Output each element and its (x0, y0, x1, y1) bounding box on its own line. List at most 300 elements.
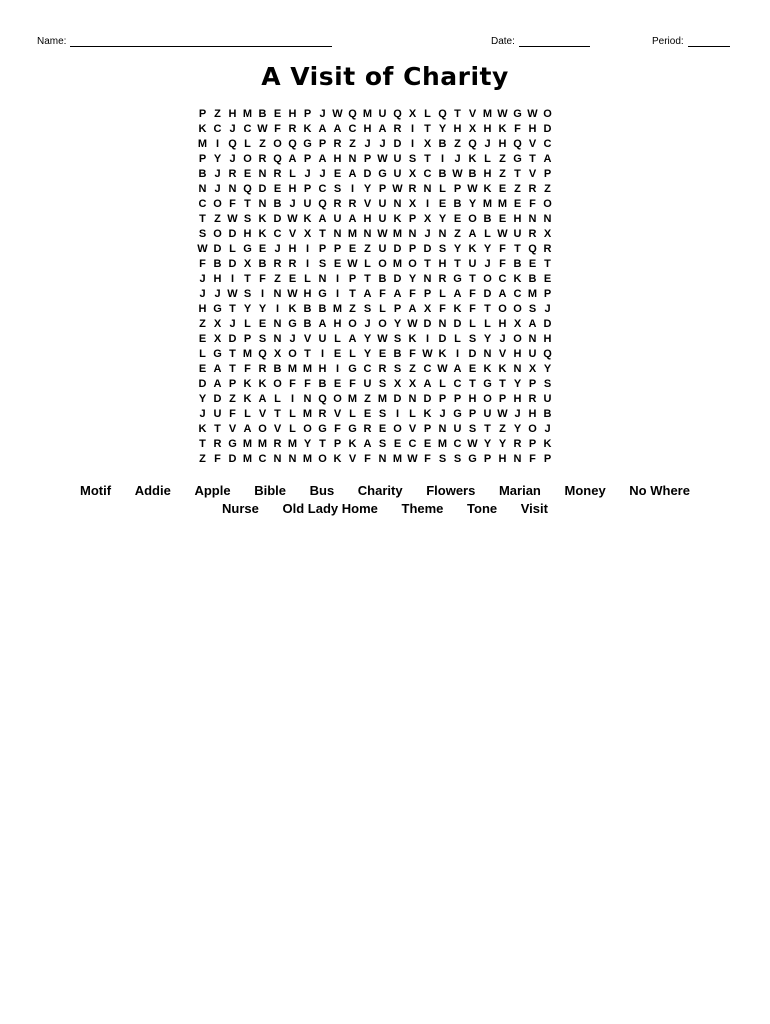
grid-letter[interactable]: L (289, 408, 296, 420)
grid-letter[interactable]: Z (349, 303, 356, 315)
grid-letter[interactable]: M (347, 393, 358, 405)
period-blank-line[interactable] (688, 36, 730, 47)
grid-letter[interactable]: K (483, 363, 492, 375)
grid-letter[interactable]: Z (259, 138, 266, 150)
grid-letter[interactable]: M (482, 108, 493, 120)
grid-letter[interactable]: Z (214, 108, 221, 120)
grid-letter[interactable]: J (319, 168, 326, 180)
grid-letter[interactable]: P (408, 243, 417, 255)
grid-letter[interactable]: N (423, 183, 432, 195)
grid-letter[interactable]: N (438, 423, 447, 435)
grid-letter[interactable]: B (468, 168, 477, 180)
grid-letter[interactable]: X (513, 318, 522, 330)
grid-letter[interactable]: A (288, 153, 297, 165)
grid-letter[interactable]: L (409, 408, 416, 420)
grid-letter[interactable]: K (543, 438, 552, 450)
grid-letter[interactable]: P (318, 138, 327, 150)
grid-letter[interactable]: R (288, 258, 297, 270)
grid-letter[interactable]: A (378, 123, 387, 135)
grid-letter[interactable]: F (439, 303, 446, 315)
grid-letter[interactable]: N (258, 198, 267, 210)
grid-letter[interactable]: C (198, 198, 207, 210)
grid-letter[interactable]: E (453, 213, 462, 225)
grid-letter[interactable]: Y (483, 243, 492, 255)
grid-letter[interactable]: Z (409, 363, 416, 375)
grid-letter[interactable]: M (497, 198, 508, 210)
grid-letter[interactable]: M (362, 108, 373, 120)
grid-letter[interactable]: W (197, 243, 208, 255)
grid-letter[interactable]: Z (349, 138, 356, 150)
grid-letter[interactable]: F (199, 258, 206, 270)
grid-letter[interactable]: N (273, 333, 282, 345)
grid-letter[interactable]: H (528, 408, 537, 420)
grid-letter[interactable]: H (513, 393, 522, 405)
grid-letter[interactable]: G (378, 168, 387, 180)
grid-letter[interactable]: Y (498, 438, 507, 450)
grid-letter[interactable]: A (363, 288, 372, 300)
grid-letter[interactable]: D (423, 318, 432, 330)
grid-letter[interactable]: G (318, 288, 327, 300)
grid-letter[interactable]: B (273, 363, 282, 375)
grid-letter[interactable]: T (229, 303, 236, 315)
grid-letter[interactable]: Z (499, 423, 506, 435)
grid-letter[interactable]: S (243, 213, 252, 225)
grid-letter[interactable]: P (228, 378, 237, 390)
grid-letter[interactable]: L (424, 108, 431, 120)
grid-letter[interactable]: O (513, 303, 522, 315)
grid-letter[interactable]: D (228, 333, 237, 345)
grid-letter[interactable]: D (423, 243, 432, 255)
grid-letter[interactable]: T (319, 228, 326, 240)
grid-letter[interactable]: R (228, 168, 237, 180)
grid-letter[interactable]: I (410, 123, 415, 135)
grid-letter[interactable]: A (213, 363, 222, 375)
grid-letter[interactable]: I (230, 273, 235, 285)
grid-letter[interactable]: S (453, 453, 462, 465)
grid-letter[interactable]: N (438, 318, 447, 330)
grid-letter[interactable]: Y (438, 123, 447, 135)
grid-letter[interactable]: O (498, 303, 507, 315)
grid-letter[interactable]: S (438, 453, 447, 465)
grid-letter[interactable]: W (437, 363, 448, 375)
grid-letter[interactable]: I (350, 183, 355, 195)
grid-letter[interactable]: L (199, 348, 206, 360)
grid-letter[interactable]: B (213, 258, 222, 270)
grid-letter[interactable]: Z (499, 168, 506, 180)
grid-letter[interactable]: S (198, 228, 207, 240)
grid-letter[interactable]: B (378, 273, 387, 285)
grid-letter[interactable]: R (393, 123, 402, 135)
grid-letter[interactable]: L (484, 228, 491, 240)
grid-letter[interactable]: V (288, 228, 297, 240)
grid-letter[interactable]: X (423, 138, 432, 150)
grid-letter[interactable]: P (438, 393, 447, 405)
grid-letter[interactable]: X (408, 108, 417, 120)
grid-letter[interactable]: B (438, 168, 447, 180)
grid-letter[interactable]: S (378, 438, 387, 450)
grid-letter[interactable]: A (243, 423, 252, 435)
grid-letter[interactable]: M (392, 258, 403, 270)
grid-letter[interactable]: M (347, 228, 358, 240)
grid-letter[interactable]: E (543, 273, 552, 285)
grid-letter[interactable]: W (377, 333, 388, 345)
grid-letter[interactable]: G (243, 243, 252, 255)
grid-letter[interactable]: R (258, 363, 267, 375)
grid-letter[interactable]: B (303, 318, 312, 330)
grid-letter[interactable]: E (363, 408, 372, 420)
grid-letter[interactable]: N (528, 333, 537, 345)
grid-letter[interactable]: R (513, 438, 522, 450)
grid-letter[interactable]: N (273, 288, 282, 300)
grid-letter[interactable]: B (258, 258, 267, 270)
grid-letter[interactable]: D (213, 243, 222, 255)
grid-letter[interactable]: M (287, 438, 298, 450)
grid-letter[interactable]: A (543, 153, 552, 165)
grid-letter[interactable]: K (348, 438, 357, 450)
grid-letter[interactable]: E (498, 213, 507, 225)
grid-letter[interactable]: T (514, 243, 521, 255)
grid-letter[interactable]: J (484, 138, 491, 150)
grid-letter[interactable]: J (454, 153, 461, 165)
grid-letter[interactable]: K (288, 303, 297, 315)
grid-letter[interactable]: F (514, 123, 521, 135)
grid-letter[interactable]: Y (393, 318, 402, 330)
grid-letter[interactable]: K (498, 363, 507, 375)
grid-letter[interactable]: X (468, 123, 477, 135)
grid-letter[interactable]: L (484, 318, 491, 330)
grid-letter[interactable]: U (363, 378, 372, 390)
grid-letter[interactable]: Z (499, 153, 506, 165)
grid-letter[interactable]: D (228, 228, 237, 240)
grid-letter[interactable]: Q (258, 348, 267, 360)
grid-letter[interactable]: T (454, 258, 461, 270)
grid-letter[interactable]: G (513, 153, 522, 165)
grid-letter[interactable]: Z (199, 318, 206, 330)
grid-letter[interactable]: T (214, 423, 221, 435)
grid-letter[interactable]: U (468, 258, 477, 270)
grid-letter[interactable]: M (242, 453, 253, 465)
grid-letter[interactable]: G (213, 348, 222, 360)
grid-letter[interactable]: K (483, 183, 492, 195)
grid-letter[interactable]: J (289, 333, 296, 345)
grid-letter[interactable]: X (423, 213, 432, 225)
grid-letter[interactable]: S (468, 423, 477, 435)
grid-letter[interactable]: M (302, 453, 313, 465)
grid-letter[interactable]: R (333, 198, 342, 210)
grid-letter[interactable]: D (438, 333, 447, 345)
grid-letter[interactable]: A (348, 213, 357, 225)
grid-letter[interactable]: W (287, 288, 298, 300)
grid-letter[interactable]: U (333, 213, 342, 225)
grid-letter[interactable]: E (348, 243, 357, 255)
grid-letter[interactable]: L (244, 408, 251, 420)
grid-letter[interactable]: C (453, 378, 462, 390)
grid-letter[interactable]: N (408, 228, 417, 240)
grid-letter[interactable]: M (527, 288, 538, 300)
grid-letter[interactable]: A (423, 378, 432, 390)
grid-letter[interactable]: M (242, 348, 253, 360)
grid-letter[interactable]: N (288, 453, 297, 465)
grid-letter[interactable]: S (543, 378, 552, 390)
grid-letter[interactable]: E (378, 348, 387, 360)
grid-letter[interactable]: J (424, 228, 431, 240)
grid-letter[interactable]: B (258, 108, 267, 120)
grid-letter[interactable]: R (258, 153, 267, 165)
grid-letter[interactable]: P (498, 393, 507, 405)
grid-letter[interactable]: W (377, 153, 388, 165)
grid-letter[interactable]: B (528, 273, 537, 285)
grid-letter[interactable]: I (275, 303, 280, 315)
grid-letter[interactable]: L (244, 318, 251, 330)
grid-letter[interactable]: M (242, 108, 253, 120)
grid-letter[interactable]: V (363, 198, 372, 210)
grid-letter[interactable]: N (483, 348, 492, 360)
grid-letter[interactable]: R (543, 243, 552, 255)
grid-letter[interactable]: V (228, 423, 237, 435)
grid-letter[interactable]: T (349, 288, 356, 300)
grid-letter[interactable]: F (349, 378, 356, 390)
grid-letter[interactable]: A (363, 438, 372, 450)
grid-letter[interactable]: E (423, 438, 432, 450)
grid-letter[interactable]: P (543, 453, 552, 465)
grid-letter[interactable]: L (334, 333, 341, 345)
grid-letter[interactable]: E (333, 348, 342, 360)
grid-letter[interactable]: O (213, 198, 222, 210)
grid-letter[interactable]: Q (543, 348, 552, 360)
grid-letter[interactable]: C (498, 273, 507, 285)
grid-letter[interactable]: G (513, 108, 522, 120)
grid-letter[interactable]: Z (514, 183, 521, 195)
grid-letter[interactable]: F (229, 408, 236, 420)
grid-letter[interactable]: K (423, 408, 432, 420)
grid-letter[interactable]: H (453, 123, 462, 135)
grid-letter[interactable]: O (408, 258, 417, 270)
grid-letter[interactable]: J (289, 198, 296, 210)
grid-letter[interactable]: F (259, 273, 266, 285)
grid-letter[interactable]: N (393, 198, 402, 210)
grid-letter[interactable]: Y (243, 303, 252, 315)
grid-letter[interactable]: S (438, 243, 447, 255)
grid-letter[interactable]: I (215, 138, 220, 150)
grid-letter[interactable]: B (438, 138, 447, 150)
grid-letter[interactable]: Z (229, 393, 236, 405)
grid-letter[interactable]: N (408, 393, 417, 405)
grid-letter[interactable]: X (423, 303, 432, 315)
grid-letter[interactable]: H (213, 273, 222, 285)
grid-letter[interactable]: T (229, 363, 236, 375)
grid-letter[interactable]: Z (199, 453, 206, 465)
grid-letter[interactable]: I (305, 258, 310, 270)
grid-letter[interactable]: F (499, 243, 506, 255)
grid-letter[interactable]: F (289, 378, 296, 390)
grid-letter[interactable]: N (513, 453, 522, 465)
grid-letter[interactable]: X (528, 363, 537, 375)
grid-letter[interactable]: T (364, 273, 371, 285)
grid-letter[interactable]: F (274, 123, 281, 135)
grid-letter[interactable]: P (408, 213, 417, 225)
grid-letter[interactable]: F (244, 363, 251, 375)
grid-letter[interactable]: P (348, 273, 357, 285)
grid-letter[interactable]: Y (453, 243, 462, 255)
grid-letter[interactable]: Z (274, 273, 281, 285)
grid-letter[interactable]: O (273, 138, 282, 150)
grid-letter[interactable]: J (229, 318, 236, 330)
grid-letter[interactable]: K (468, 243, 477, 255)
grid-letter[interactable]: Y (513, 378, 522, 390)
grid-letter[interactable]: H (438, 258, 447, 270)
grid-letter[interactable]: M (242, 438, 253, 450)
grid-letter[interactable]: T (514, 168, 521, 180)
grid-letter[interactable]: O (318, 453, 327, 465)
grid-letter[interactable]: K (198, 123, 207, 135)
grid-letter[interactable]: C (363, 363, 372, 375)
grid-letter[interactable]: X (243, 258, 252, 270)
grid-letter[interactable]: E (498, 183, 507, 195)
grid-letter[interactable]: N (528, 213, 537, 225)
grid-letter[interactable]: E (438, 198, 447, 210)
grid-letter[interactable]: W (527, 108, 538, 120)
grid-letter[interactable]: J (214, 288, 221, 300)
grid-letter[interactable]: I (440, 153, 445, 165)
grid-letter[interactable]: K (243, 393, 252, 405)
grid-letter[interactable]: G (303, 138, 312, 150)
grid-letter[interactable]: P (303, 153, 312, 165)
grid-letter[interactable]: O (543, 198, 552, 210)
grid-letter[interactable]: W (497, 408, 508, 420)
grid-letter[interactable]: Q (318, 198, 327, 210)
grid-letter[interactable]: L (304, 273, 311, 285)
grid-letter[interactable]: A (318, 318, 327, 330)
grid-letter[interactable]: C (213, 123, 222, 135)
grid-letter[interactable]: V (273, 423, 282, 435)
grid-letter[interactable]: M (257, 438, 268, 450)
grid-letter[interactable]: P (453, 393, 462, 405)
grid-letter[interactable]: U (378, 198, 387, 210)
grid-letter[interactable]: F (214, 453, 221, 465)
grid-letter[interactable]: M (377, 393, 388, 405)
grid-letter[interactable]: Q (273, 153, 282, 165)
grid-letter[interactable]: W (497, 108, 508, 120)
grid-letter[interactable]: O (303, 423, 312, 435)
grid-letter[interactable]: E (258, 318, 267, 330)
grid-letter[interactable]: V (498, 348, 507, 360)
grid-letter[interactable]: O (333, 393, 342, 405)
grid-letter[interactable]: L (379, 303, 386, 315)
grid-letter[interactable]: O (483, 393, 492, 405)
grid-letter[interactable]: H (498, 453, 507, 465)
grid-letter[interactable]: O (378, 318, 387, 330)
grid-letter[interactable]: J (364, 138, 371, 150)
grid-letter[interactable]: X (408, 168, 417, 180)
grid-letter[interactable]: H (288, 243, 297, 255)
grid-letter[interactable]: H (543, 333, 552, 345)
grid-letter[interactable]: L (484, 153, 491, 165)
grid-letter[interactable]: J (199, 288, 206, 300)
grid-letter[interactable]: R (528, 393, 537, 405)
grid-letter[interactable]: R (528, 228, 537, 240)
grid-letter[interactable]: B (393, 348, 402, 360)
grid-letter[interactable]: P (543, 288, 552, 300)
grid-letter[interactable]: P (198, 153, 207, 165)
grid-letter[interactable]: K (258, 378, 267, 390)
grid-letter[interactable]: T (499, 378, 506, 390)
grid-letter[interactable]: Y (198, 393, 207, 405)
grid-letter[interactable]: L (349, 408, 356, 420)
grid-letter[interactable]: I (335, 288, 340, 300)
grid-letter[interactable]: S (333, 183, 342, 195)
grid-letter[interactable]: O (393, 423, 402, 435)
grid-letter[interactable]: P (363, 153, 372, 165)
grid-letter[interactable]: T (274, 408, 281, 420)
grid-letter[interactable]: P (318, 243, 327, 255)
grid-letter[interactable]: K (258, 213, 267, 225)
grid-letter[interactable]: J (214, 183, 221, 195)
grid-letter[interactable]: Z (454, 138, 461, 150)
grid-letter[interactable]: P (528, 378, 537, 390)
grid-letter[interactable]: P (378, 183, 387, 195)
grid-letter[interactable]: Q (228, 138, 237, 150)
grid-letter[interactable]: D (363, 168, 372, 180)
grid-letter[interactable]: K (303, 213, 312, 225)
grid-letter[interactable]: Y (513, 423, 522, 435)
grid-letter[interactable]: M (392, 453, 403, 465)
grid-letter[interactable]: O (258, 423, 267, 435)
grid-letter[interactable]: A (408, 303, 417, 315)
grid-letter[interactable]: T (484, 423, 491, 435)
grid-letter[interactable]: Z (364, 393, 371, 405)
grid-letter[interactable]: K (438, 348, 447, 360)
grid-letter[interactable]: J (379, 138, 386, 150)
grid-letter[interactable]: T (319, 438, 326, 450)
grid-letter[interactable]: E (468, 363, 477, 375)
grid-letter[interactable]: N (198, 183, 207, 195)
grid-letter[interactable]: D (393, 393, 402, 405)
grid-letter[interactable]: U (513, 228, 522, 240)
grid-letter[interactable]: G (318, 423, 327, 435)
grid-letter[interactable]: E (333, 168, 342, 180)
grid-letter[interactable]: X (543, 228, 552, 240)
grid-letter[interactable]: D (543, 318, 552, 330)
grid-letter[interactable]: Z (544, 183, 551, 195)
grid-letter[interactable]: J (229, 123, 236, 135)
grid-letter[interactable]: Y (468, 198, 477, 210)
grid-letter[interactable]: W (332, 108, 343, 120)
grid-letter[interactable]: F (364, 453, 371, 465)
grid-letter[interactable]: S (468, 333, 477, 345)
grid-letter[interactable]: C (243, 123, 252, 135)
grid-letter[interactable]: S (408, 153, 417, 165)
grid-letter[interactable]: X (273, 348, 282, 360)
grid-letter[interactable]: F (529, 198, 536, 210)
grid-letter[interactable]: J (364, 318, 371, 330)
grid-letter[interactable]: A (528, 318, 537, 330)
grid-letter[interactable]: H (498, 138, 507, 150)
grid-letter[interactable]: B (273, 198, 282, 210)
grid-letter[interactable]: M (332, 303, 343, 315)
grid-letter[interactable]: L (274, 393, 281, 405)
grid-letter[interactable]: N (378, 453, 387, 465)
grid-letter[interactable]: C (423, 168, 432, 180)
grid-letter[interactable]: S (393, 333, 402, 345)
grid-letter[interactable]: H (198, 303, 207, 315)
grid-letter[interactable]: D (543, 123, 552, 135)
grid-letter[interactable]: G (213, 303, 222, 315)
grid-letter[interactable]: N (273, 318, 282, 330)
grid-letter[interactable]: S (258, 333, 267, 345)
grid-letter[interactable]: D (228, 453, 237, 465)
grid-letter[interactable]: X (408, 198, 417, 210)
grid-letter[interactable]: T (529, 153, 536, 165)
